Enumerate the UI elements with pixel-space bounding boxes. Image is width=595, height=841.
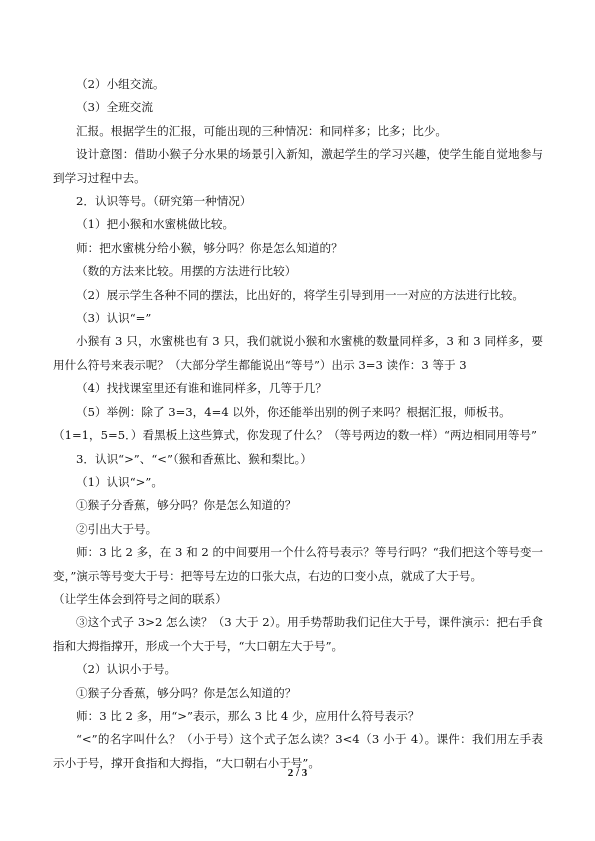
paragraph: （3）全班交流 (76, 100, 153, 115)
paragraph: ①猴子分香蕉，够分吗？你是怎么知道的？ (76, 498, 297, 513)
paragraph: 师：3 比 2 多，用“>”表示，那么 3 比 4 少，应用什么符号表示？ (76, 708, 420, 723)
paragraph: （5）举例：除了 3=3，4=4 以外，你还能举出别的例子来吗？根据汇报，师板书。 (76, 404, 511, 419)
paragraph: （数的方法来比较。用摆的方法进行比较） (76, 264, 297, 279)
document-body (53, 73, 543, 775)
paragraph: （4）找找课室里还有谁和谁同样多，几等于几？ (76, 381, 327, 396)
paragraph: 师：把水蜜桃分给小猴，够分吗？你是怎么知道的？ (76, 240, 343, 255)
paragraph: 设计意图：借助小猴子分水果的场景引入新知，激起学生的学习兴趣，使学生能自觉地参与到学习过程中去。 (53, 147, 543, 185)
paragraph: （1=1，5=5．）看黑板上这些算式，你发现了什么？（等号两边的数一样）“两边相同用等号” (53, 428, 537, 443)
paragraph: （1）认识“>”。 (76, 474, 163, 489)
paragraph: 2．认识等号。（研究第一种情况） (76, 194, 252, 209)
paragraph: ③这个式子 3>2 怎么读？（3 大于 2）。用手势帮助我们记住大于号，课件演示：把右手食指和大拇指撑开，形成一个大于号，“大口朝左大于号”。 (53, 615, 543, 653)
paragraph: 师：3 比 2 多，在 3 和 2 的中间要用一个什么符号表示？等号行吗？“我们把这个等号变一变，”演示等号变大于号：把等号左边的口张大点，右边的口变小点，就成了大于号。 (53, 545, 544, 583)
paragraph: ①猴子分香蕉，够分吗？你是怎么知道的？ (76, 685, 297, 700)
paragraph: “<”的名字叫什么？（小于号）这个式子怎么读？3<4（3 小于 4）。课件：我们用左手表示小于号，撑开食指和大拇指，“大口朝右小于号”。 (53, 732, 543, 770)
paragraph: （2）小组交流。 (76, 77, 165, 91)
paragraph: ②引出大于号。 (76, 521, 158, 536)
paragraph: 小猴有 3 只，水蜜桃也有 3 只，我们就说小猴和水蜜桃的数量同样多，3 和 3 同样多，要用什么符号来表示呢？（大部分学生都能说出“等号”）出示 3=3 读作：3 等于 3 (53, 334, 543, 372)
page-number: 2 / 3 (287, 767, 308, 779)
paragraph: （3）认识“=” (76, 311, 152, 326)
paragraph: （让学生体会到符号之间的联系） (53, 591, 227, 606)
paragraph: 3．认识“>”、“<”（猴和香蕉比、猴和梨比。） (76, 451, 313, 466)
paragraph: （1）把小猴和水蜜桃做比较。 (76, 217, 235, 232)
paragraph: （2）认识小于号。 (76, 662, 177, 677)
paragraph: （2）展示学生各种不同的摆法，比出好的，将学生引导到用一一对应的方法进行比较。 (76, 287, 524, 302)
paragraph: 汇报。根据学生的汇报，可能出现的三种情况：和同样多；比多；比少。 (76, 123, 448, 138)
